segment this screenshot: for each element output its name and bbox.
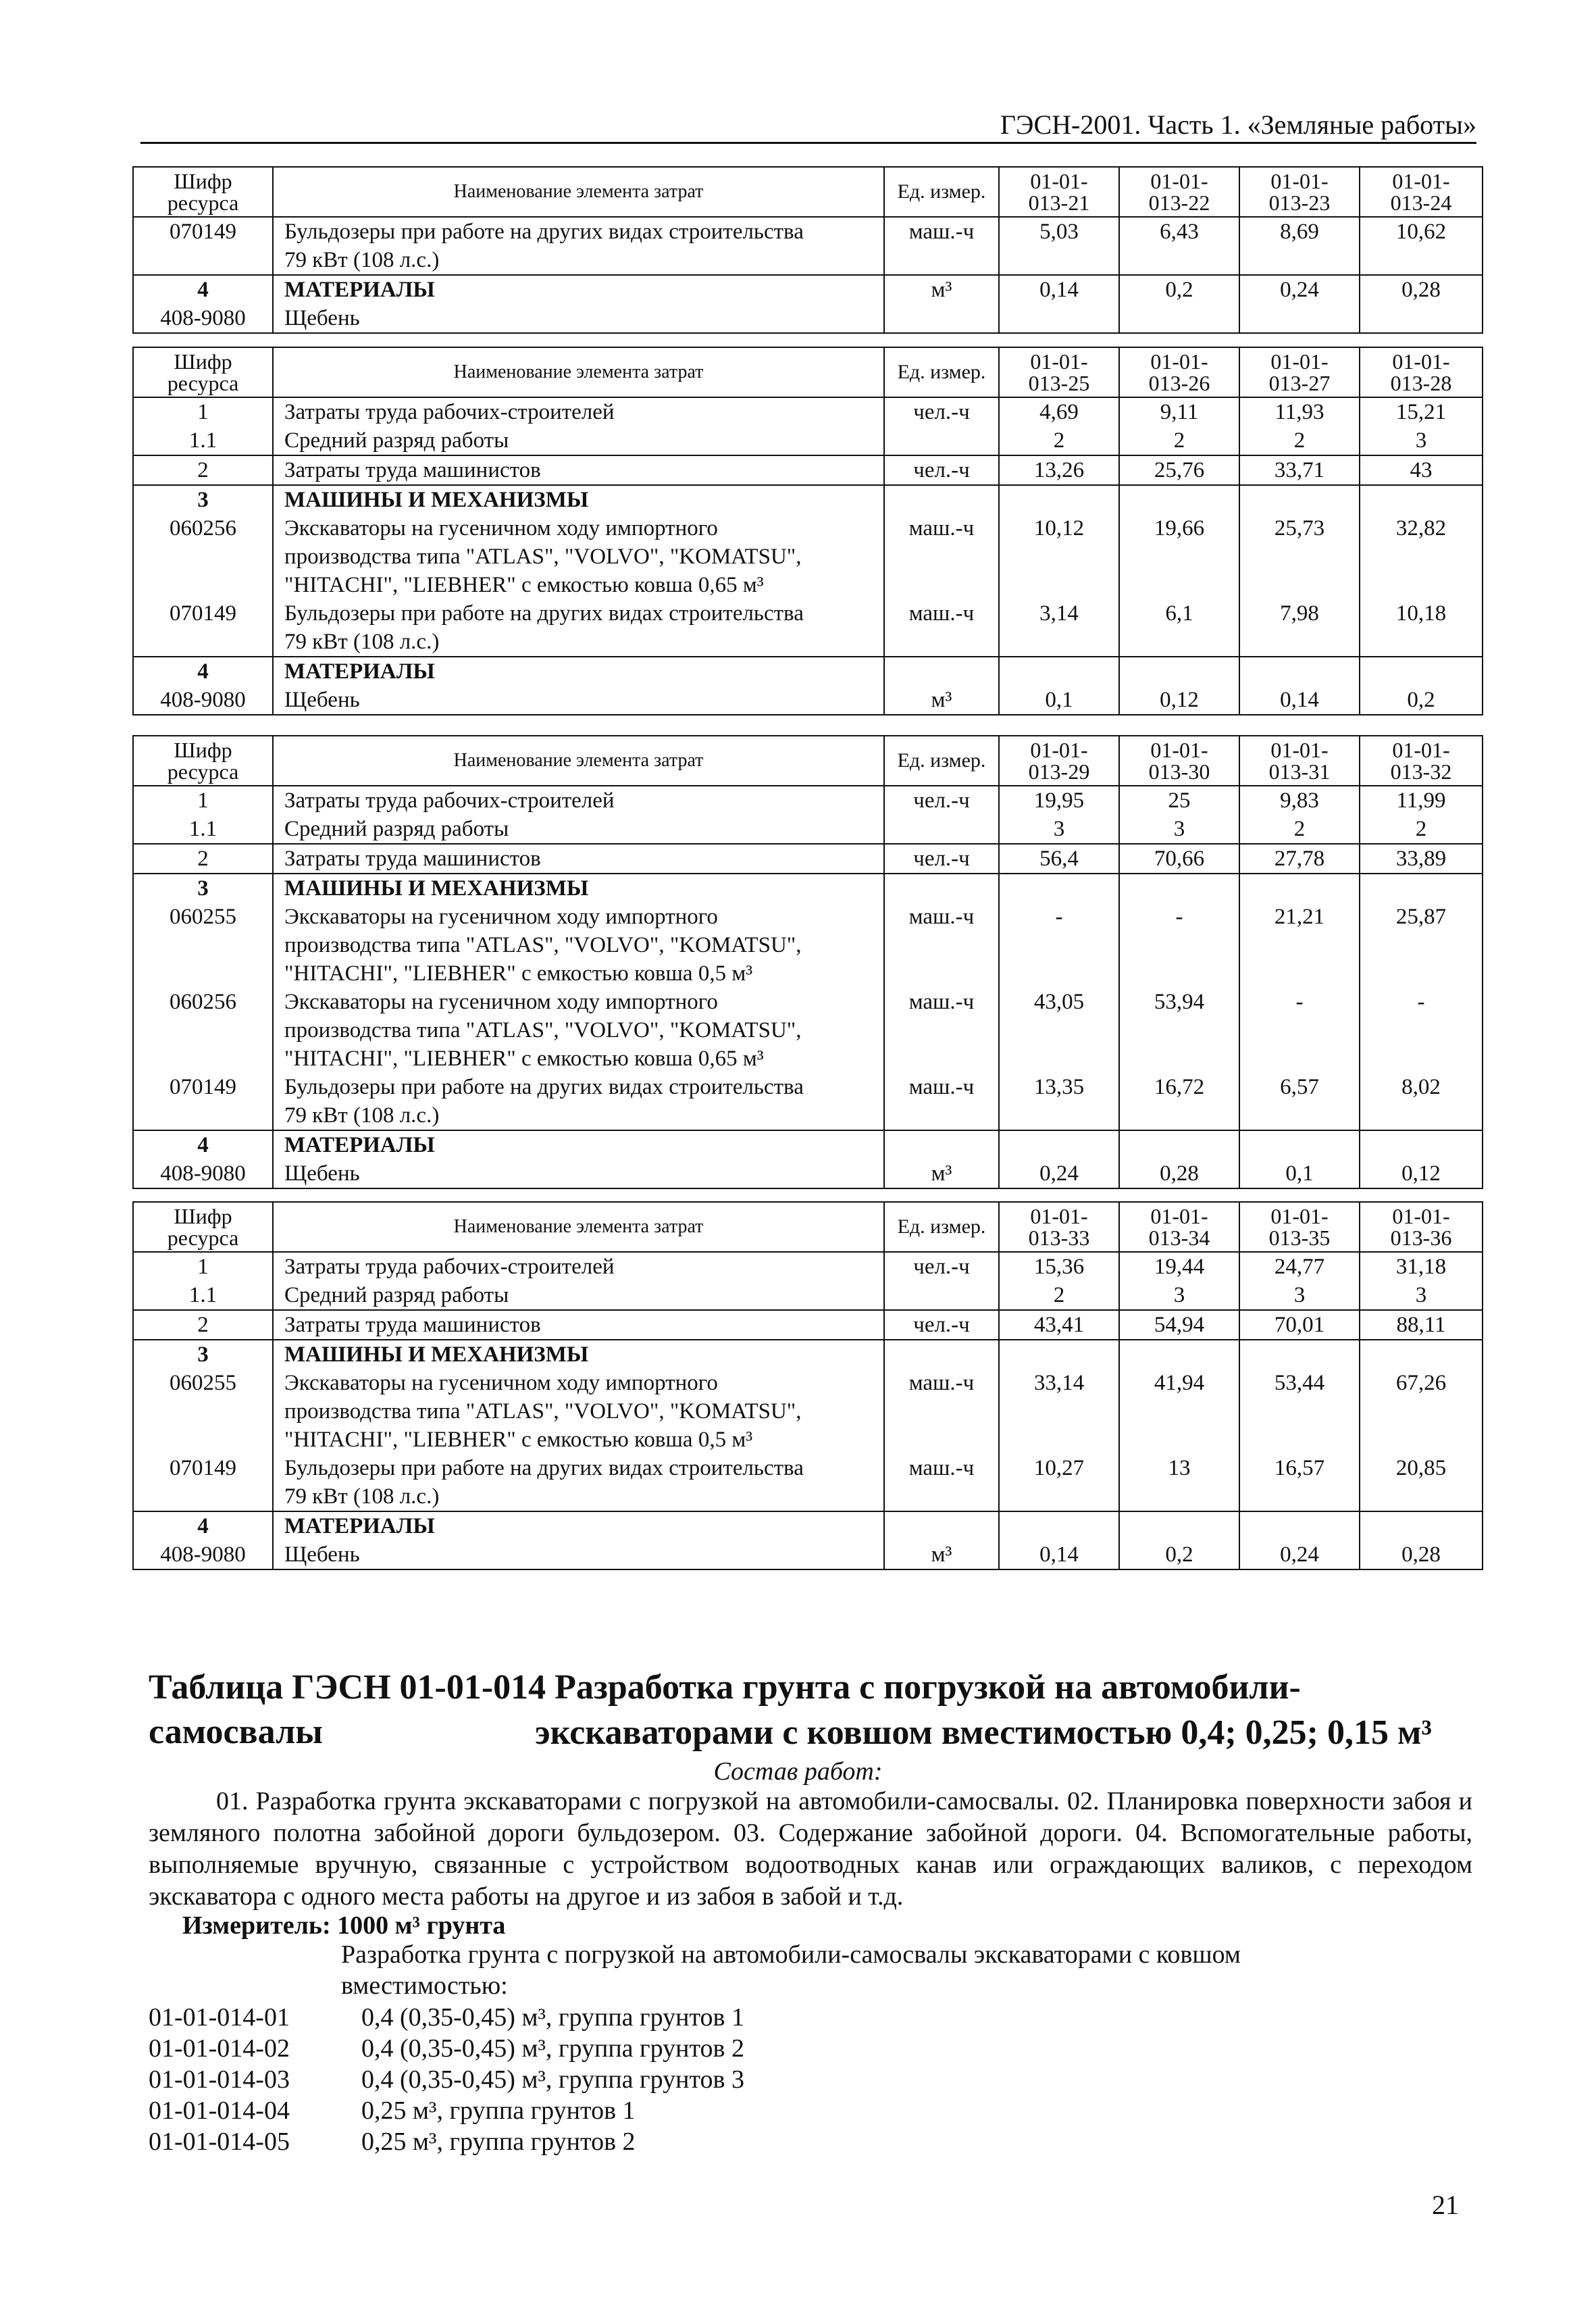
resource-value: 19,44 3 [1119,1252,1239,1310]
resource-value: 31,18 3 [1360,1252,1483,1310]
header-norm-code: 01-01- 013-25 [999,347,1119,397]
resource-value: 21,21 - 6,57 [1239,874,1360,1130]
resource-unit: чел.-ч [884,397,999,455]
resource-unit: чел.-ч [884,455,999,485]
resource-value: 33,89 [1360,844,1483,874]
resource-value: 43,41 [999,1310,1119,1340]
items-intro: Разработка грунта с погрузкой на автомобили-самосвалы экскаваторами с ковшом вместимостью: [341,1940,1241,2000]
measure-unit: Измеритель: 1000 м³ грунта [182,1911,506,1940]
table-header-row [133,736,1483,786]
resource-unit: чел.-ч [884,786,999,844]
table-row [133,1340,1483,1511]
table-header-row [133,347,1483,397]
header-name: Наименование элемента затрат [273,1202,884,1252]
resource-name: Затраты труда машинистов [273,1310,884,1340]
header-code: Шифр ресурса [133,1202,273,1252]
resource-value: 25,87 - 8,02 [1360,874,1483,1130]
resource-value: 13,26 [999,455,1119,485]
header-norm-code: 01-01- 013-36 [1360,1202,1483,1252]
header-name: Наименование элемента затрат [273,736,884,786]
resource-value: 0,12 [1360,1130,1483,1188]
item-text: 0,4 (0,35-0,45) м³, группа грунтов 2 [361,2034,744,2063]
item-text: 0,4 (0,35-0,45) м³, группа грунтов 3 [361,2065,744,2094]
resource-value: 19,66 6,1 [1119,485,1239,657]
table-row [133,844,1483,874]
resource-value: - 43,05 13,35 [999,874,1119,1130]
resource-value: 11,93 2 [1239,397,1360,455]
resource-code: 2 [133,1310,273,1340]
header-code: Шифр ресурса [133,347,273,397]
resource-name: МАШИНЫ И МЕХАНИЗМЫ Экскаваторы на гусеничном ходу импортного производства типа "ATLAS", "VOLVO", "KOMATSU", "HITACHI", "LIEBHER" с емкостью ковша 0,5 м³ Экскаваторы на гусеничном ходу импортного производства типа "ATLAS", "VOLVO", "KOMATSU", "HITACHI", "LIEBHER" с емкостью ковша 0,65 м³ Бульдозеры при работе на других видах строительства 79 кВт (108 л.с.) [273,874,884,1130]
resource-code: 3 060255 060256 070149 [133,874,273,1130]
resource-value: 0,1 [999,657,1119,715]
item-code: 01-01-014-05 [149,2128,290,2156]
resource-code: 4 408-9080 [133,275,273,333]
header-norm-code: 01-01- 013-27 [1239,347,1360,397]
resource-value: 0,24 [999,1130,1119,1188]
header-code: Шифр ресурса [133,736,273,786]
section-title-line2: экскаваторами с ковшом вместимостью 0,4; 0,25; 0,15 м³ [535,1713,1432,1752]
list-item [149,2126,744,2157]
header-norm-code: 01-01- 013-28 [1360,347,1483,397]
resource-value: 19,95 3 [999,786,1119,844]
section-title-line1: Таблица ГЭСН 01-01-014 Разработка грунта с погрузкой на автомобили-самосвалы [149,1668,1301,1751]
resource-unit: м³ [884,275,999,333]
resource-value: 0,24 [1239,275,1360,333]
resource-code: 2 [133,455,273,485]
work-composition-heading: Состав работ: [713,1757,883,1786]
header-norm-code: 01-01- 013-32 [1360,736,1483,786]
resource-unit: маш.-ч маш.-ч [884,1340,999,1511]
header-norm-code: 01-01- 013-29 [999,736,1119,786]
resource-value: 33,14 10,27 [999,1340,1119,1511]
header-name: Наименование элемента затрат [273,167,884,217]
resource-value: 8,69 [1239,217,1360,275]
resource-value: 43 [1360,455,1483,485]
resource-value: 0,28 [1119,1130,1239,1188]
resource-value: 0,2 [1119,275,1239,333]
header-unit: Ед. измер. [884,736,999,786]
resource-value: 9,83 2 [1239,786,1360,844]
resource-value: 54,94 [1119,1310,1239,1340]
item-code: 01-01-014-03 [149,2065,290,2094]
resource-value: 15,21 3 [1360,397,1483,455]
header-norm-code: 01-01- 013-23 [1239,167,1360,217]
header-norm-code: 01-01- 013-26 [1119,347,1239,397]
list-item [149,2033,744,2064]
resource-value: 25,73 7,98 [1239,485,1360,657]
resource-code: 1 1.1 [133,1252,273,1310]
resource-value: 15,36 2 [999,1252,1119,1310]
resource-name: МАШИНЫ И МЕХАНИЗМЫ Экскаваторы на гусеничном ходу импортного производства типа "ATLAS", "VOLVO", "KOMATSU", "HITACHI", "LIEBHER" с емкостью ковша 0,5 м³ Бульдозеры при работе на других видах строительства 79 кВт (108 л.с.) [273,1340,884,1511]
table-row [133,874,1483,1130]
resource-name: МАШИНЫ И МЕХАНИЗМЫ Экскаваторы на гусеничном ходу импортного производства типа "ATLAS", "VOLVO", "KOMATSU", "HITACHI", "LIEBHER" с емкостью ковша 0,65 м³ Бульдозеры при работе на других видах строительства 79 кВт (108 л.с.) [273,485,884,657]
header-unit: Ед. измер. [884,1202,999,1252]
page-number: 21 [1432,2190,1459,2220]
header-norm-code: 01-01- 013-35 [1239,1202,1360,1252]
page-header: ГЭСН-2001. Часть 1. «Земляные работы» [140,108,1476,144]
table-row [133,217,1483,275]
resource-value: 0,1 [1239,1130,1360,1188]
header-norm-code: 01-01- 013-34 [1119,1202,1239,1252]
resource-value: 0,14 [1239,657,1360,715]
resource-unit: чел.-ч [884,844,999,874]
header-norm-code: 01-01- 013-33 [999,1202,1119,1252]
resource-name: Бульдозеры при работе на других видах строительства 79 кВт (108 л.с.) [273,217,884,275]
resource-name: Затраты труда рабочих-строителей Средний разряд работы [273,786,884,844]
table-row [133,1252,1483,1310]
resource-unit: м³ [884,657,999,715]
resource-unit: маш.-ч маш.-ч маш.-ч [884,874,999,1130]
cost-table [132,1201,1483,1570]
header-norm-code: 01-01- 013-21 [999,167,1119,217]
resource-value: 0,2 [1119,1511,1239,1569]
cost-table [132,735,1483,1189]
resource-value: 10,12 3,14 [999,485,1119,657]
resource-value: 53,44 16,57 [1239,1340,1360,1511]
table-row [133,1130,1483,1188]
resource-unit: маш.-ч маш.-ч [884,485,999,657]
table-row [133,275,1483,333]
header-norm-code: 01-01- 013-24 [1360,167,1483,217]
table-row [133,1511,1483,1569]
work-composition-text: 01. Разработка грунта экскаваторами с погрузкой на автомобили-самосвалы. 02. Планировка поверхности забоя и земляного полотна забойной дороги бульдозером. 03. Содержание забойной дороги. 04. Вспомогательные работы, выполняемые вручную, связанные с устройством водоотводных канав или ограждающих валиков, с переходом экскаватора с одного места работы на другое и из забоя в забой и т.д. [149,1787,1472,1911]
resource-value: 11,99 2 [1360,786,1483,844]
resource-code: 1 1.1 [133,786,273,844]
resource-value: 5,03 [999,217,1119,275]
item-code: 01-01-014-01 [149,2003,290,2032]
resource-name: Затраты труда рабочих-строителей Средний разряд работы [273,1252,884,1310]
item-code-list [149,2002,744,2157]
resource-code: 4 408-9080 [133,657,273,715]
item-text: 0,25 м³, группа грунтов 1 [361,2096,636,2125]
resource-value: 0,14 [999,1511,1119,1569]
item-code: 01-01-014-02 [149,2034,290,2063]
header-code: Шифр ресурса [133,167,273,217]
header-norm-code: 01-01- 013-30 [1119,736,1239,786]
resource-value: 0,14 [999,275,1119,333]
resource-value: 24,77 3 [1239,1252,1360,1310]
resource-code: 1 1.1 [133,397,273,455]
table-row [133,455,1483,485]
table-row [133,397,1483,455]
resource-unit: м³ [884,1130,999,1188]
resource-value: - 53,94 16,72 [1119,874,1239,1130]
resource-value: 70,01 [1239,1310,1360,1340]
resource-value: 32,82 10,18 [1360,485,1483,657]
cost-table [132,347,1483,715]
table-row [133,786,1483,844]
resource-unit: м³ [884,1511,999,1569]
header-name: Наименование элемента затрат [273,347,884,397]
resource-value: 0,2 [1360,657,1483,715]
resource-value: 56,4 [999,844,1119,874]
resource-value: 0,24 [1239,1511,1360,1569]
resource-value: 25 3 [1119,786,1239,844]
resource-name: МАТЕРИАЛЫ Щебень [273,1511,884,1569]
resource-unit: маш.-ч [884,217,999,275]
resource-value: 10,62 [1360,217,1483,275]
resource-value: 70,66 [1119,844,1239,874]
resource-name: МАТЕРИАЛЫ Щебень [273,275,884,333]
resource-code: 4 408-9080 [133,1511,273,1569]
resource-code: 3 060255 070149 [133,1340,273,1511]
resource-value: 0,12 [1119,657,1239,715]
table-row [133,485,1483,657]
list-item [149,2002,744,2033]
header-unit: Ед. измер. [884,167,999,217]
resource-value: 0,28 [1360,275,1483,333]
table-header-row [133,167,1483,217]
resource-name: Затраты труда машинистов [273,455,884,485]
resource-value: 33,71 [1239,455,1360,485]
resource-value: 67,26 20,85 [1360,1340,1483,1511]
table-row [133,1310,1483,1340]
list-item [149,2095,744,2126]
resource-value: 6,43 [1119,217,1239,275]
resource-value: 41,94 13 [1119,1340,1239,1511]
resource-value: 4,69 2 [999,397,1119,455]
resource-name: МАТЕРИАЛЫ Щебень [273,1130,884,1188]
item-code: 01-01-014-04 [149,2096,290,2125]
resource-unit: чел.-ч [884,1252,999,1310]
list-item [149,2064,744,2095]
resource-value: 88,11 [1360,1310,1483,1340]
resource-value: 25,76 [1119,455,1239,485]
resource-value: 9,11 2 [1119,397,1239,455]
resource-code: 3 060256 070149 [133,485,273,657]
resource-code: 2 [133,844,273,874]
resource-name: МАТЕРИАЛЫ Щебень [273,657,884,715]
resource-name: Затраты труда машинистов [273,844,884,874]
resource-value: 27,78 [1239,844,1360,874]
header-unit: Ед. измер. [884,347,999,397]
header-norm-code: 01-01- 013-22 [1119,167,1239,217]
table-row [133,657,1483,715]
header-norm-code: 01-01- 013-31 [1239,736,1360,786]
resource-name: Затраты труда рабочих-строителей Средний разряд работы [273,397,884,455]
resource-code: 070149 [133,217,273,275]
item-text: 0,4 (0,35-0,45) м³, группа грунтов 1 [361,2003,744,2032]
resource-unit: чел.-ч [884,1310,999,1340]
resource-value: 0,28 [1360,1511,1483,1569]
cost-table [132,166,1483,334]
table-header-row [133,1202,1483,1252]
resource-code: 4 408-9080 [133,1130,273,1188]
item-text: 0,25 м³, группа грунтов 2 [361,2128,636,2156]
